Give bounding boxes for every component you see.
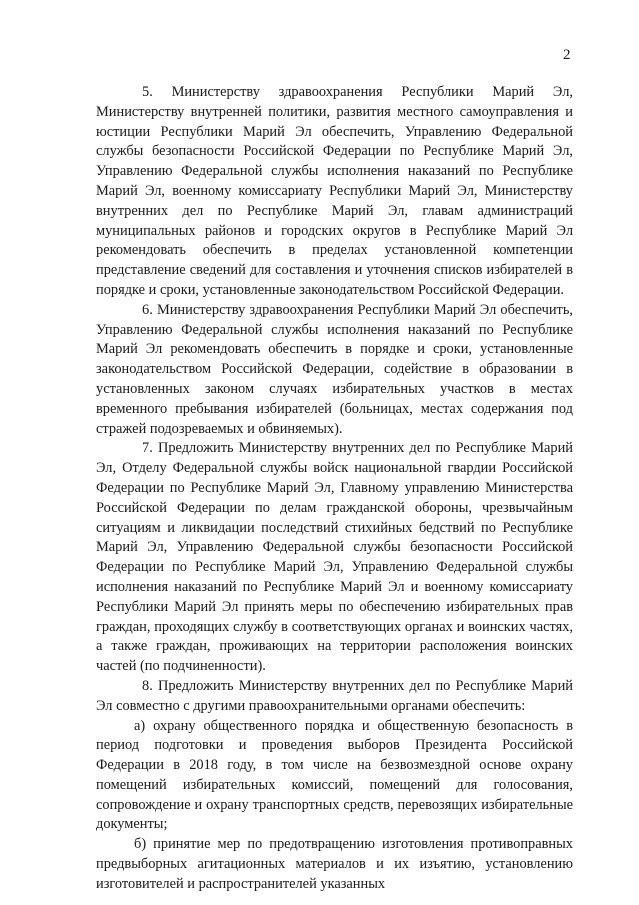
paragraph-5: 5. Министерству здравоохранения Республики Марий Эл, Министерству внутренней политики, развития местного самоуправления и юстиции Республики Марий Эл обеспечить, Управлению Федеральной службы безопасности Российской Федерации по Республике Марий Эл, Управлению Федеральной службы исполнения наказаний по Республике Марий Эл, военному комиссариату Республики Марий Эл, Министерству внутренних дел по Республике Марий Эл, главам администраций муниципальных районов и городских округов в Республике Марий Эл рекомендовать обеспечить в пределах установленной компетенции представление сведений для составления и уточнения списков избирателей в порядке и сроки, установленные законодательством Российской Федерации. <box>96 84 573 298</box>
page-number: 2 <box>563 47 571 63</box>
paragraph-8: 8. Предложить Министерству внутренних дел по Республике Марий Эл совместно с другими правоохранительными органами обеспечить: <box>96 677 573 714</box>
paragraph-8a: а) охрану общественного порядка и общественную безопасность в период подготовки и проведения выборов Президента Российской Федерации в 2018 году, в том числе на безвозмездной основе охрану помещений избирательных комиссий, помещений для голосования, сопровождение и охрану транспортных средств, перевозящих избирательные документы; <box>96 717 573 833</box>
paragraph-7: 7. Предложить Министерству внутренних дел по Республике Марий Эл, Отделу Федеральной службы войск национальной гвардии Российской Федерации по Республике Марий Эл, Главному управлению Министерства Российской Федерации по делам гражданской обороны, чрезвычайным ситуациям и ликвидации последствий стихийных бедствий по Республике Марий Эл, Управлению Федеральной службы безопасности Российской Федерации по Республике Марий Эл, Управлению Федеральной службы исполнения наказаний по Республике Марий Эл и военному комиссариату Республики Марий Эл принять меры по обеспечению избирательных прав граждан, проходящих службу в соответствующих органах и воинских частях, а также граждан, проживающих на территории расположения воинских частей (по подчиненности). <box>96 440 573 675</box>
paragraph-6: 6. Министерству здравоохранения Республики Марий Эл обеспечить, Управлению Федеральной службы исполнения наказаний по Республике Марий Эл рекомендовать обеспечить в порядке и сроки, установленные законодательством Российской Федерации, содействие в образовании в установленных законом случаях избирательных участков в местах временного пребывания избирателей (больницах, местах содержания под стражей подозреваемых и обвиняемых). <box>96 301 573 437</box>
paragraph-8b: б) принятие мер по предотвращению изготовления противоправных предвыборных агитационных материалов и их изъятию, установлению изготовителей и распространителей указанных <box>96 836 573 892</box>
document-body <box>96 83 573 895</box>
